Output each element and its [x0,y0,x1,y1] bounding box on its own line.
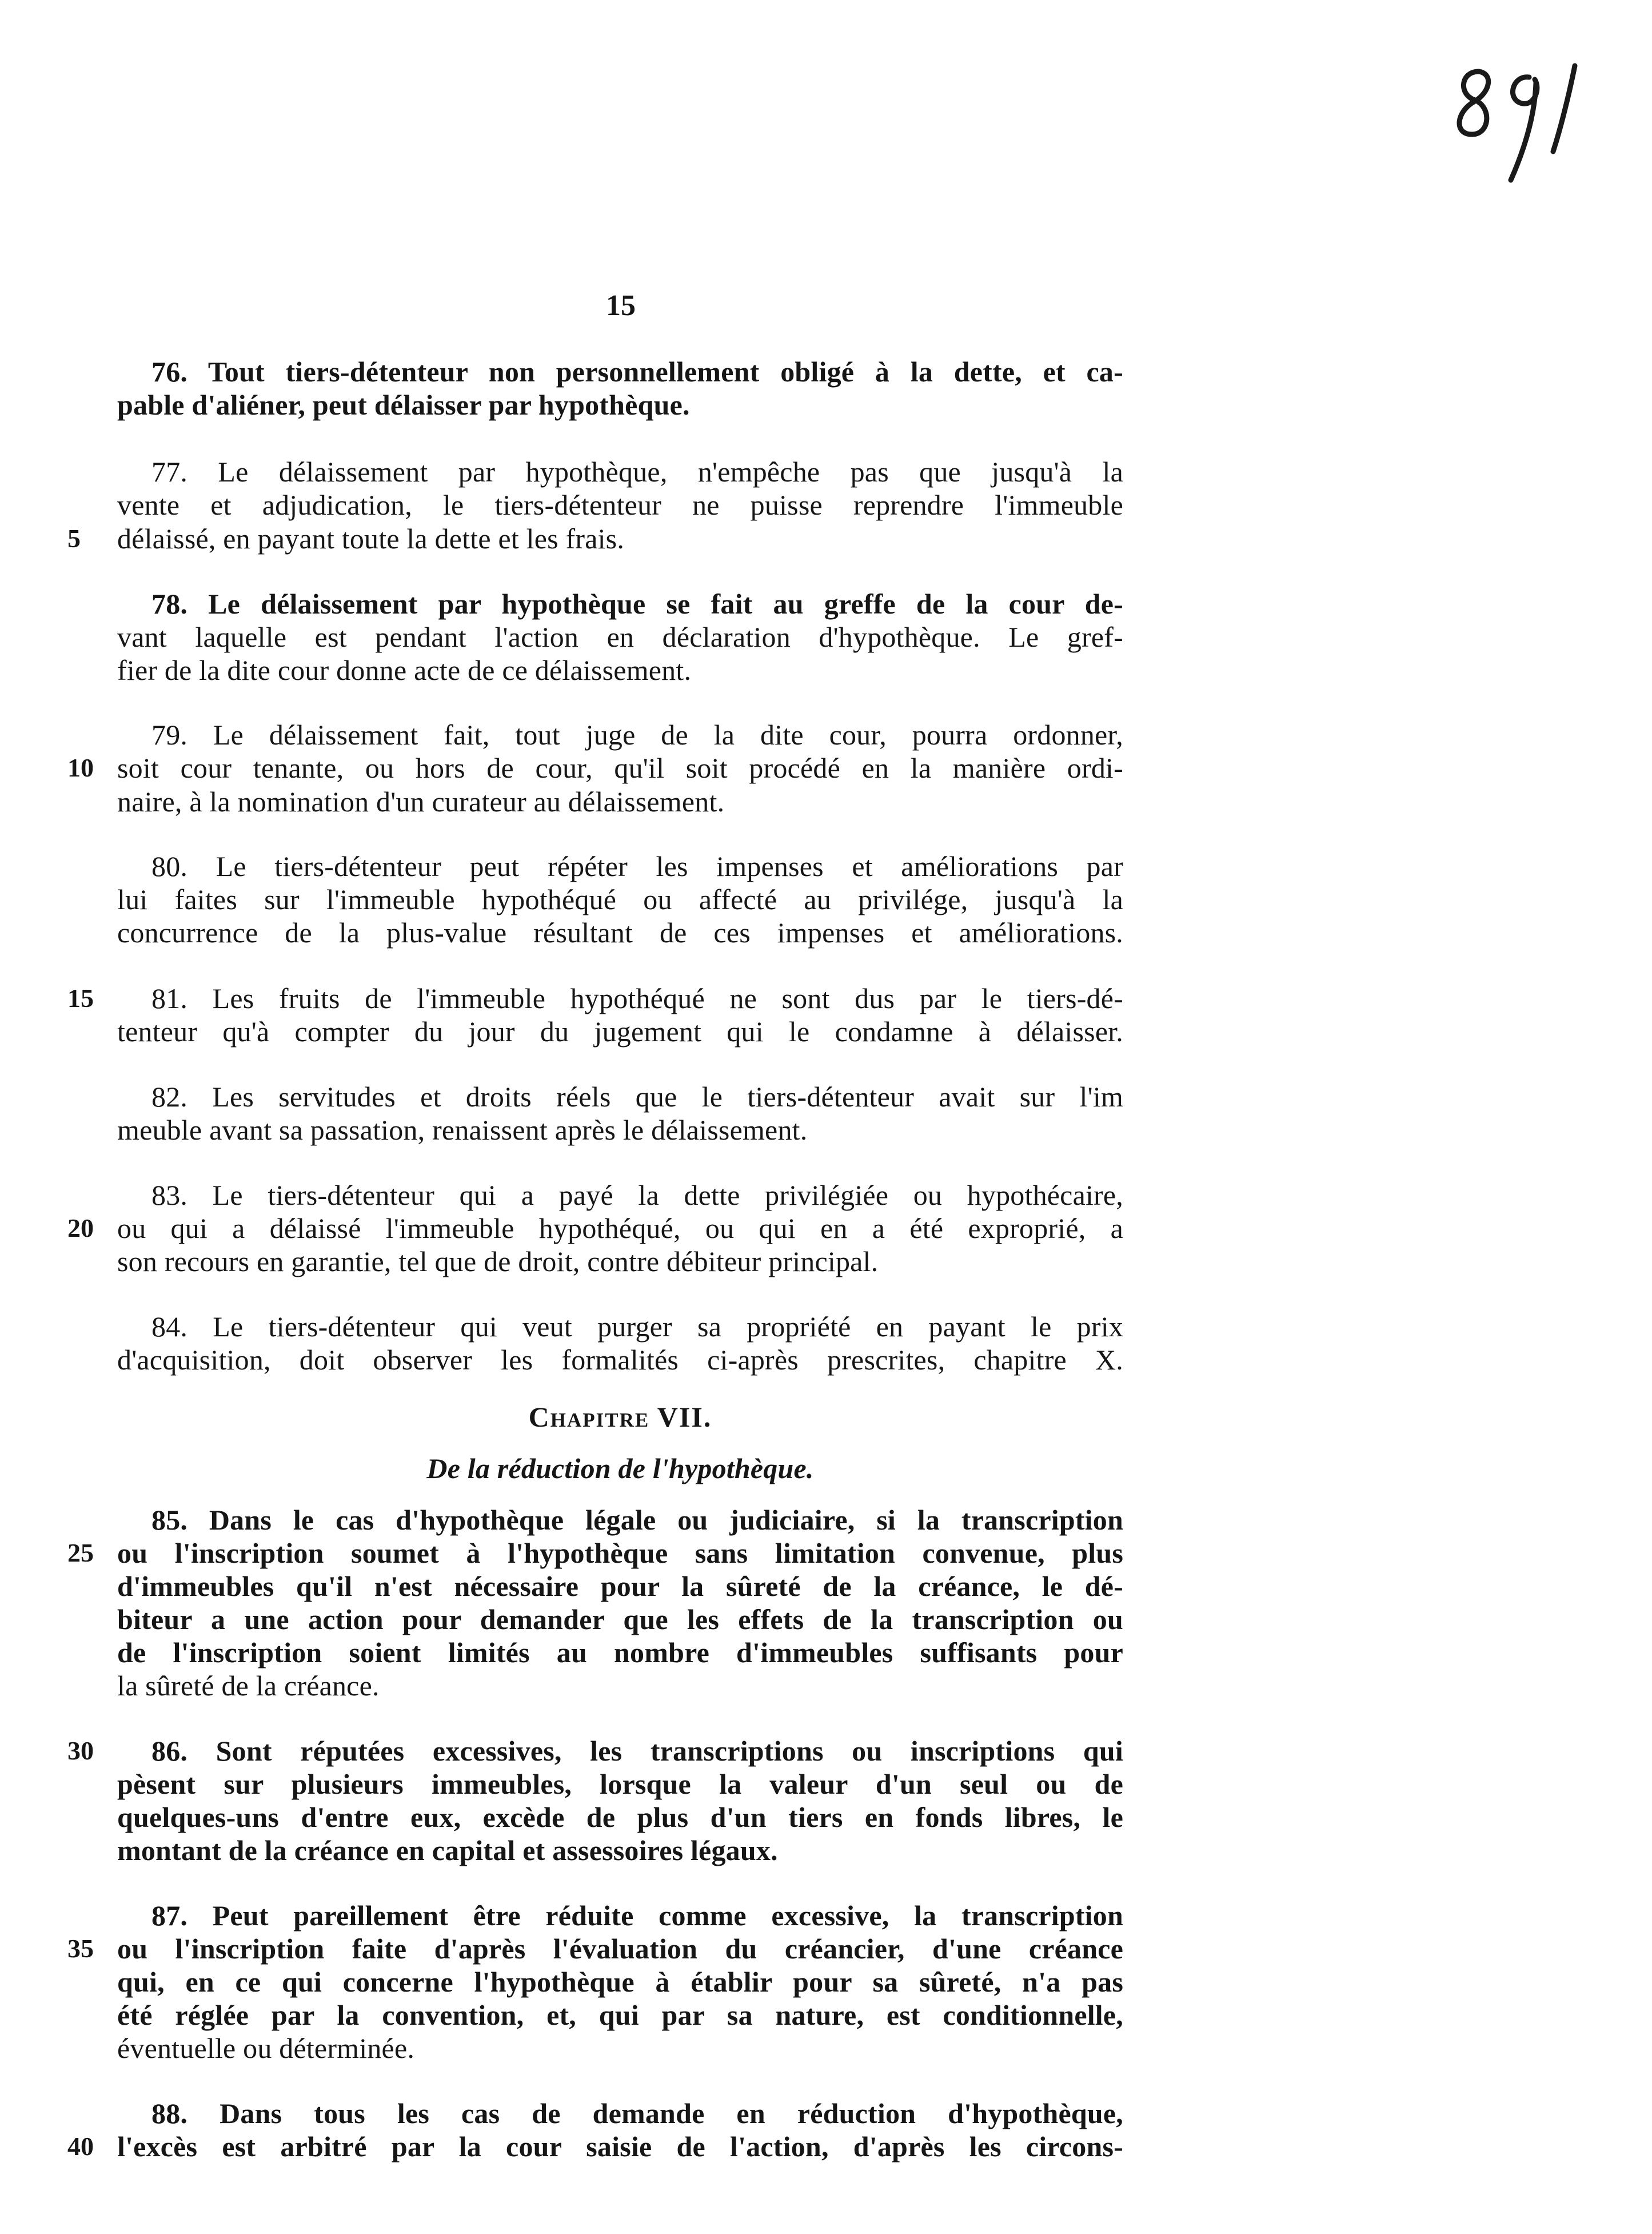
line-text: montant de la créance en capital et assessoires légaux. [117,1834,778,1866]
text-line [0,2031,1652,2065]
line-text: 78. Le délaissement par hypothèque se fait au greffe de la cour de- [151,588,1123,620]
line-text: pable d'aliéner, peut délaisser par hypothèque. [117,389,690,421]
text-line [0,488,1652,522]
line-text: 80. Le tiers-détenteur peut répéter les impenses et améliorations par [151,850,1123,882]
text-line [0,587,1652,621]
text-line [0,785,1652,819]
line-text: 82. Les servitudes et droits réels que le tiers-détenteur avait sur l'im [151,1081,1123,1113]
line-text: 85. Dans le cas d'hypothèque légale ou judiciaire, si la transcription [151,1504,1123,1536]
line-text: 86. Sont réputées excessives, les transcriptions ou inscriptions qui [151,1735,1123,1767]
text-line [0,1569,1652,1603]
text-line [0,1014,1652,1049]
line-text: fier de la dite cour donne acte de ce délaissement. [117,654,692,686]
text-line [0,1998,1652,2032]
line-text: lui faites sur l'immeuble hypothéqué ou affecté au privilége, jusqu'à la [117,883,1123,915]
text-line [0,1800,1652,1834]
text-line [0,751,1652,785]
line-text: biteur a une action pour demander que les effets de la transcription ou [117,1603,1123,1635]
line-text: 77. Le délaissement par hypothèque, n'empêche pas que jusqu'à la [151,456,1123,488]
margin-line-number: 30 [67,1736,94,1765]
text-line [0,849,1652,883]
line-text: 88. Dans tous les cas de demande en réduction d'hypothèque, [151,2097,1123,2129]
text-line [0,915,1652,950]
text-line [0,1451,1652,1486]
margin-line-number: 40 [67,2132,94,2161]
text-line [0,1965,1652,1999]
text-line [0,620,1652,654]
page-number: 15 [606,289,636,322]
text-line [0,1668,1652,1703]
text-line [0,718,1652,752]
line-text: délaissé, en payant toute la dette et les frais. [117,523,625,555]
text-line [0,1602,1652,1636]
text-line [0,653,1652,687]
margin-line-number: 5 [67,524,81,553]
text-line [0,455,1652,489]
line-text: naire, à la nomination d'un curateur au délaissement. [117,786,725,818]
line-text: d'acquisition, doit observer les formalités ci-après prescrites, chapitre X. [117,1344,1123,1376]
text-line [0,1244,1652,1279]
margin-line-number: 25 [67,1538,94,1567]
margin-line-number: 10 [67,753,94,782]
text-line [0,1080,1652,1114]
line-text: éventuelle ou déterminée. [117,2032,415,2064]
text-line [0,1178,1652,1212]
line-text: soit cour tenante, ou hors de cour, qu'il soit procédé en la manière ordi- [117,752,1123,784]
text-line [0,1113,1652,1147]
line-text: concurrence de la plus-value résultant de ces impenses et améliorations. [117,917,1123,949]
line-text: vant laquelle est pendant l'action en déclaration d'hypothèque. Le gref- [117,621,1123,653]
text-line [0,1932,1652,1966]
line-text: d'immeubles qu'il n'est nécessaire pour la sûreté de la créance, le dé- [117,1570,1123,1602]
text-line [0,882,1652,917]
line-text: qui, en ce qui concerne l'hypothèque à établir pour sa sûreté, n'a pas [117,1966,1123,1998]
text-line [0,1734,1652,1768]
line-text: pèsent sur plusieurs immeubles, lorsque la valeur d'un seul ou de [117,1768,1123,1800]
text-line [0,1400,1652,1434]
line-text: quelques-uns d'entre eux, excède de plus d'un tiers en fonds libres, le [117,1801,1123,1833]
text-line [0,2129,1652,2164]
chapter-title: De la réduction de l'hypothèque. [426,1452,814,1484]
text-line [0,1536,1652,1570]
line-text: 76. Tout tiers-détenteur non personnellement obligé à la dette, et ca- [151,356,1123,388]
text-line [0,1503,1652,1537]
line-text: été réglée par la convention, et, qui par sa nature, est conditionnelle, [117,1999,1123,2031]
text-line [0,1343,1652,1377]
chapter-heading: Chapitre VII. [528,1401,712,1433]
line-text: ou l'inscription soumet à l'hypothèque sans limitation convenue, plus [117,1537,1123,1569]
text-line [0,1309,1652,1344]
text-line [0,1635,1652,1670]
text-line [0,1898,1652,1933]
margin-line-number: 20 [67,1213,94,1243]
text-line [0,521,1652,556]
line-text: de l'inscription soient limités au nombre d'immeubles suffisants pour [117,1636,1123,1668]
line-text: 81. Les fruits de l'immeuble hypothéqué ne sont dus par le tiers-dé- [151,982,1123,1014]
line-text: son recours en garantie, tel que de droit, contre débiteur principal. [117,1245,879,1277]
line-text: 84. Le tiers-détenteur qui veut purger sa propriété en payant le prix [151,1311,1123,1343]
line-text: 87. Peut pareillement être réduite comme excessive, la transcription [151,1900,1123,1932]
line-text: tenteur qu'à compter du jour du jugement qui le condamne à délaisser. [117,1016,1123,1048]
text-line [0,981,1652,1016]
line-text: 83. Le tiers-détenteur qui a payé la dette privilégiée ou hypothécaire, [151,1179,1123,1211]
line-text: ou l'inscription faite d'après l'évaluation du créancier, d'une créance [117,1933,1123,1965]
line-text: l'excès est arbitré par la cour saisie de l'action, d'après les circons- [117,2131,1123,2163]
line-text: meuble avant sa passation, renaissent après le délaissement. [117,1114,808,1146]
margin-line-number: 35 [67,1934,94,1963]
line-text: ou qui a délaissé l'immeuble hypothéqué, ou qui en a été exproprié, a [117,1212,1123,1244]
text-line [0,1211,1652,1245]
margin-line-number: 15 [67,983,94,1013]
line-text: la sûreté de la créance. [117,1670,380,1702]
text-line [0,388,1652,422]
line-text: vente et adjudication, le tiers-détenteur ne puisse reprendre l'immeuble [117,489,1123,521]
line-text: 79. Le délaissement fait, tout juge de la dite cour, pourra ordonner, [151,719,1123,751]
text-line [0,355,1652,389]
text-line [0,2096,1652,2131]
text-line [0,1833,1652,1867]
text-line [0,1767,1652,1801]
